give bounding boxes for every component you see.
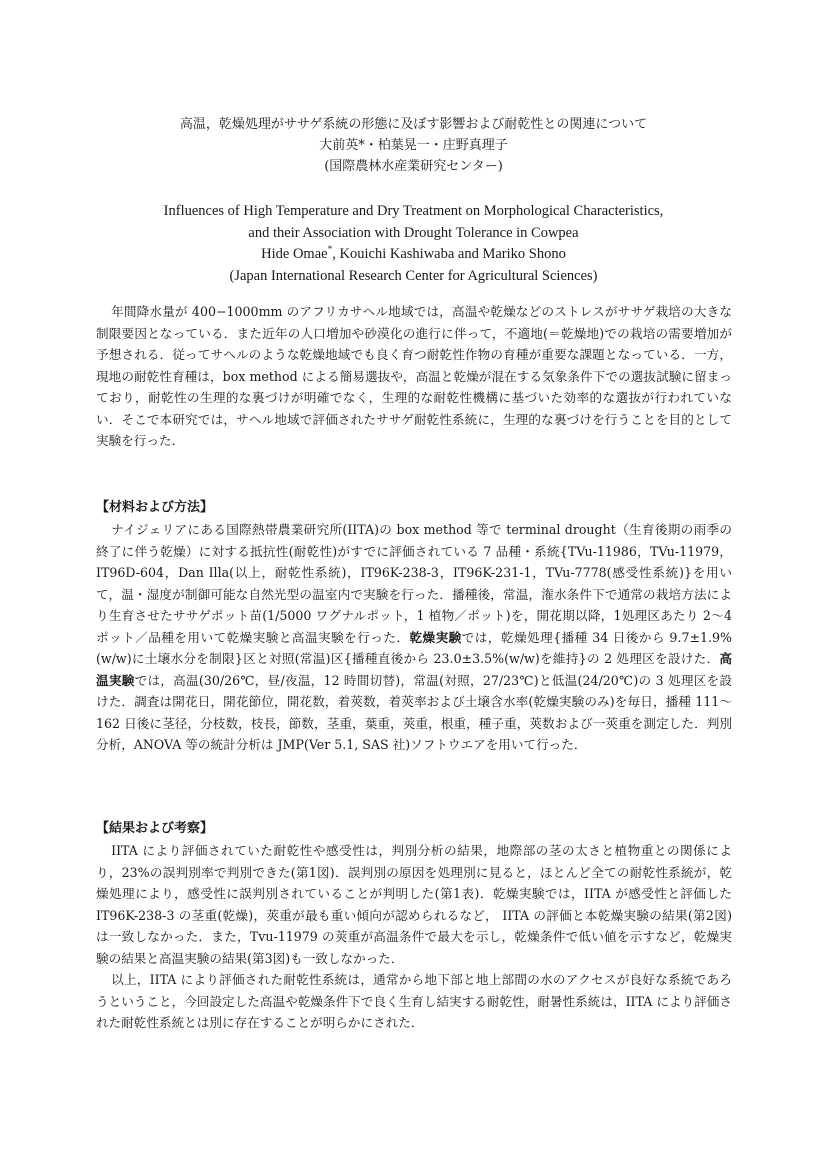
corresponding-author-mark: * — [327, 245, 333, 256]
results-paragraph-2: 以上，IITA により評価された耐乾性系統は，通常から地下部と地上部間の水のアクセスが良好な系統であろうということ，今回設定した高温や乾燥条件下で良く生育し結実する耐乾性，耐暑性系統は，IITA により評価された耐乾性系統とは別に存在することが明らかにされた． — [96, 972, 732, 1030]
japanese-title-block — [0, 114, 827, 177]
results-heading: 【結果および考察】 — [96, 821, 214, 836]
first-author: Hide Omae — [261, 246, 328, 262]
english-title-line-2: and their Association with Drought Tolerance in Cowpea — [248, 224, 579, 241]
methods-paragraph — [96, 519, 732, 756]
english-title-line-1: Influences of High Temperature and Dry Treatment on Morphological Characteristics, — [163, 203, 664, 219]
results-paragraph-1: IITA により評価されていた耐乾性や感受性は，判別分析の結果，地際部の茎の太さと植物重との関係により，23%の誤判別率で判別できた(第1図)．誤判別の原因を処理別に見ると，ほとんど全ての耐乾性系統が，乾燥処理により，感受性に誤判別されていることが判明した(第1表)．乾燥実験では，IITA が感受性と評価した IT96K-238-3 の茎重(乾燥)，莢重が最も重い傾向が認められるなど， IITA の評価と本乾燥実験の結果(第2図)は一致しなかった．また，Tvu-11979 の莢重が高温条件で最大を示し，乾燥条件で低い値を示すなど，乾燥実験の結果と高温実験の結果(第3図)も一致しなかった． — [96, 843, 732, 966]
methods-section — [96, 519, 732, 756]
methods-text-part-1: ナイジェリアにある国際熱帯農業研究所(IITA)の box method 等で terminal drought（生育後期の雨季の終了に伴う乾燥）に対する抵抗性(耐乾性)がすでに評価されている 7 品種・系統{TVu-11986，TVu-11979，IT96D-604，Dan Illa(以上，耐乾性系統)，IT96K-238-3，IT96K-231-1，TVu-7778(感受性系統)}を用いて，温・湿度が制御可能な自然光型の温室内で実験を行った．播種後，常温，潅水条件下で通常の栽培方法により生育させたササゲポット苗(1/5000 ワグナルポット，1 植物／ポット)を，開花期以降，1処理区あたり 2〜4 ポット／品種を用いて乾燥実験と高温実験を行った． — [96, 522, 732, 645]
methods-text-part-3: では，高温(30/26℃，昼/夜温，12 時間切替)，常温(対照，27/23℃)と低温(24/20℃)の 3 処理区を設けた．調査は開花日，開花節位，開花数，着莢数，着莢率および土壌含水率(乾燥実験のみ)を毎日，播種 111〜162 日後に茎径，分枝数，枝長，節数，茎重，葉重，莢重，根重，種子重，莢数および一莢重を測定した．判別分析，ANOVA 等の統計分析は JMP(Ver 5.1, SAS 社)ソフトウエアを用いて行った． — [96, 672, 732, 752]
results-section — [96, 840, 732, 1034]
japanese-authors: 大前英*・柏葉晃一・庄野真理子 — [319, 138, 508, 153]
japanese-affiliation: (国際農林水産業研究センター) — [324, 159, 503, 174]
introduction-section — [96, 301, 732, 452]
methods-text-part-2: では，乾燥処理{播種 34 日後から 9.7±1.9%(w/w)に土壌水分を制限}区と対照(常温)区{播種直後から 23.0±3.5%(w/w)を維持}の 2 処理区を設けた． — [96, 629, 733, 666]
japanese-title: 高温，乾燥処理がササゲ系統の形態に及ぼす影響および耐乾性との関連について — [179, 117, 648, 132]
english-title-block — [0, 201, 827, 287]
heat-experiment-keyword: 高温実験 — [96, 651, 732, 688]
english-affiliation: (Japan International Research Center for Agricultural Sciences) — [229, 267, 598, 284]
methods-heading: 【材料および方法】 — [96, 500, 214, 515]
dry-experiment-keyword: 乾燥実験 — [409, 629, 462, 645]
english-authors — [0, 244, 827, 266]
other-authors: , Kouichi Kashiwaba and Mariko Shono — [332, 246, 566, 262]
introduction-paragraph: 年間降水量が 400−1000mm のアフリカサヘル地域では，高温や乾燥などのストレスがササゲ栽培の大きな制限要因となっている．また近年の人口増加や砂漠化の進行に伴って，不適地(＝乾燥地)での栽培の需要増加が予想される．従ってサヘルのような乾燥地域でも良く育つ耐乾性作物の育種が重要な課題となっている．一方，現地の耐乾性育種は，box method による簡易選抜や，高温と乾燥が混在する気象条件下での選抜試験に留まっており，耐乾性の生理的な裏づけが明確でなく，生理的な耐乾性機構に基づいた効率的な選抜が行われていない．そこで本研究では，サヘル地域で評価されたササゲ耐乾性系統に，生理的な裏づけを行うことを目的として実験を行った． — [96, 304, 732, 448]
